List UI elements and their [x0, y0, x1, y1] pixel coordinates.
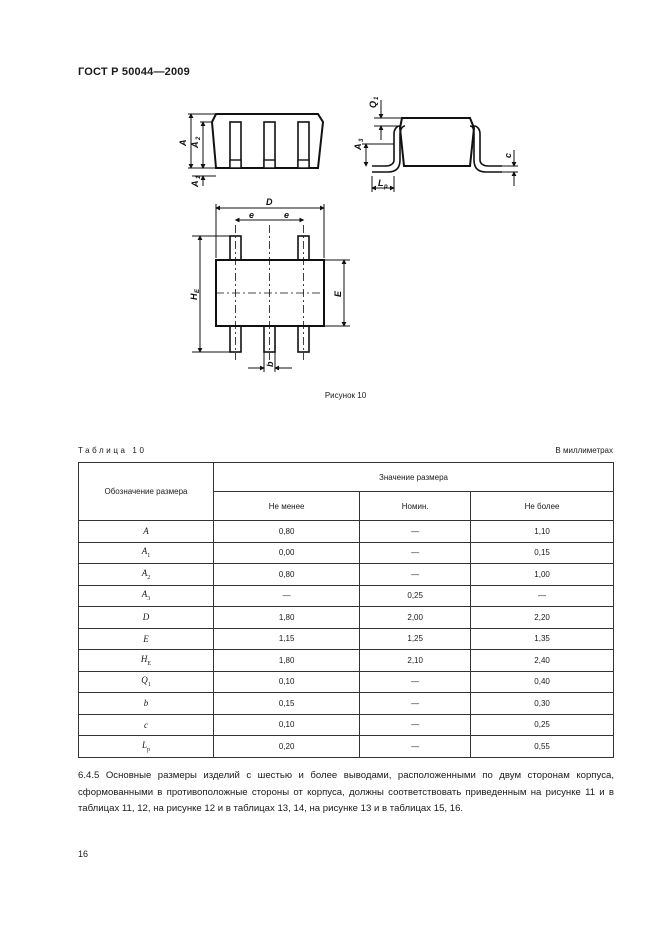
cell-min: 0,10 [214, 671, 360, 693]
header-nom: Номин. [360, 492, 471, 521]
cell-symbol: $A_3$ [79, 585, 214, 607]
document-header: ГОСТ Р 50044—2009 [78, 66, 190, 78]
cell-nom: — [360, 564, 471, 586]
label-e2: e [284, 210, 290, 220]
side-view [362, 100, 518, 192]
header-value: Значение размера [214, 463, 614, 492]
cell-max: 1,00 [471, 564, 614, 586]
label-Q1: Q [368, 100, 378, 108]
label-HE-sub: E [195, 288, 201, 293]
label-Lp-sub: p [384, 184, 388, 190]
page-number: 16 [78, 849, 89, 859]
cell-symbol: $A_1$ [79, 542, 214, 564]
cell-max: 2,40 [471, 650, 614, 672]
table-row [79, 628, 614, 650]
cell-symbol: c [79, 714, 214, 736]
cell-min: 0,00 [214, 542, 360, 564]
cell-symbol: A [79, 521, 214, 543]
label-A3: A [353, 143, 363, 150]
label-b: b [265, 361, 275, 367]
cell-nom: — [360, 736, 471, 758]
cell-symbol: D [79, 607, 214, 629]
dimensions-table [78, 462, 614, 758]
table-row [79, 542, 614, 564]
label-Q1-sub: 1 [374, 96, 380, 100]
cell-symbol: E [79, 628, 214, 650]
cell-nom: 0,25 [360, 585, 471, 607]
label-Lp: L [378, 178, 384, 188]
cell-nom: — [360, 714, 471, 736]
cell-symbol: b [79, 693, 214, 715]
label-A1: A [190, 180, 200, 187]
cell-max: 0,40 [471, 671, 614, 693]
label-A1-sub: 1 [196, 175, 202, 179]
cell-min: 0,80 [214, 521, 360, 543]
cell-max: 0,55 [471, 736, 614, 758]
cell-symbol: $Q_1$ [79, 671, 214, 693]
cell-max: — [471, 585, 614, 607]
cell-min: 0,10 [214, 714, 360, 736]
cell-max: 0,15 [471, 542, 614, 564]
label-A: A [178, 139, 188, 146]
cell-nom: — [360, 542, 471, 564]
table-units: В миллиметрах [555, 446, 613, 455]
cell-max: 0,30 [471, 693, 614, 715]
package-drawing [0, 0, 661, 400]
cell-symbol: $H_E$ [79, 650, 214, 672]
cell-nom: — [360, 671, 471, 693]
cell-nom: — [360, 521, 471, 543]
cell-nom: 1,25 [360, 628, 471, 650]
table-row [79, 693, 614, 715]
table-row [79, 564, 614, 586]
cell-max: 1,35 [471, 628, 614, 650]
cell-max: 1,10 [471, 521, 614, 543]
table-row [79, 607, 614, 629]
header-max: Не более [471, 492, 614, 521]
label-A2-sub: 2 [196, 136, 202, 140]
label-E: E [333, 290, 343, 297]
header-min: Не менее [214, 492, 360, 521]
cell-nom: — [360, 693, 471, 715]
cell-nom: 2,00 [360, 607, 471, 629]
cell-min: — [214, 585, 360, 607]
cell-min: 0,80 [214, 564, 360, 586]
cell-max: 2,20 [471, 607, 614, 629]
cell-symbol: $L_p$ [79, 736, 214, 758]
table-row [79, 714, 614, 736]
label-A2: A [190, 141, 200, 148]
cell-nom: 2,10 [360, 650, 471, 672]
cell-symbol: $A_2$ [79, 564, 214, 586]
cell-max: 0,25 [471, 714, 614, 736]
label-A3-sub: 3 [359, 138, 365, 142]
table-row [79, 521, 614, 543]
cell-min: 1,80 [214, 650, 360, 672]
paragraph-6-4-5: 6.4.5 Основные размеры изделий с шестью и более выводами, расположенными по двум сторонам корпуса, сформованными в противоположные стороны от корпуса, должны соответствовать приведенным на рисунке 11 и в таблицах 11, 12, на рисунке 12 и в таблицах 13, 14, на рисунке 13 и в таблицах 15, 16. [78, 770, 614, 814]
table-row [79, 736, 614, 758]
top-view [192, 204, 350, 372]
label-e1: e [249, 210, 255, 220]
label-c: c [503, 152, 513, 158]
label-D: D [266, 197, 273, 207]
header-designation: Обозначение размера [79, 463, 214, 521]
cell-min: 1,15 [214, 628, 360, 650]
cell-min: 1,80 [214, 607, 360, 629]
cell-min: 0,15 [214, 693, 360, 715]
table-row [79, 671, 614, 693]
table-row [79, 650, 614, 672]
label-HE: H [189, 293, 199, 300]
front-view [188, 114, 323, 186]
cell-min: 0,20 [214, 736, 360, 758]
table-title: Таблица 10 [78, 446, 147, 455]
figure-caption: Рисунок 10 [324, 391, 367, 400]
table-row [79, 585, 614, 607]
